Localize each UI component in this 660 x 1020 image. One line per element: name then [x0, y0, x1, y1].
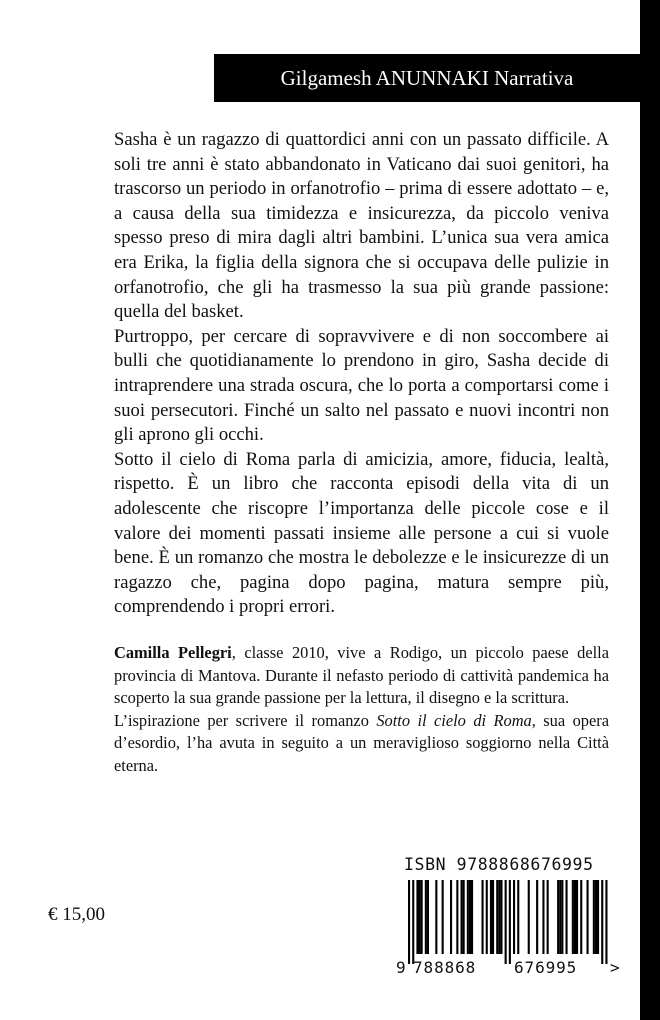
- barcode-bar: [425, 880, 427, 954]
- synopsis-paragraph: Sotto il cielo di Roma parla di amicizia, amore, fiducia, lealtà, rispetto. È un libro che racconta episodi della vita di un adolescente che riscopre l’importanza delle piccole cose e il valore dei momenti passati insieme alle persone a cui si vuole bene. È un romanzo che mostra le debolezze e le insicurezze di un ragazzo che, pagina dopo pagina, matura sempre più, comprendendo i propri errori.: [114, 448, 609, 618]
- barcode-bar: [542, 880, 544, 954]
- barcode-bar: [442, 880, 444, 954]
- barcode-bar: [467, 880, 469, 954]
- author-inspiration-paragraph: [114, 710, 609, 778]
- series-label: Gilgamesh ANUNNAKI Narrativa: [280, 66, 574, 90]
- barcode-guard-bar: [412, 880, 414, 964]
- barcode-bar: [450, 880, 452, 954]
- barcode-bar: [469, 880, 471, 954]
- barcode-guard-bar: [605, 880, 607, 964]
- barcode-bar: [421, 880, 423, 954]
- barcode-bar: [513, 880, 515, 954]
- isbn-label: ISBN 9788868676995: [404, 855, 594, 874]
- barcode-bar: [597, 880, 599, 954]
- barcode-left-digits: 788868: [413, 958, 477, 977]
- barcode-bar: [528, 880, 530, 954]
- author-name: Camilla Pellegri: [114, 643, 232, 662]
- author-bio-paragraph: [114, 642, 609, 710]
- isbn-barcode-block: [396, 850, 626, 990]
- barcode-bar: [498, 880, 500, 954]
- barcode-first-digit: 9: [396, 958, 406, 977]
- barcode-arrow: >: [610, 958, 620, 977]
- barcode-bar: [576, 880, 578, 954]
- barcode-bar: [574, 880, 576, 954]
- barcode-bar: [463, 880, 465, 954]
- barcode-guard-bar: [408, 880, 410, 964]
- book-spine-edge: [640, 0, 660, 1020]
- barcode-bar: [536, 880, 538, 954]
- series-banner: [214, 54, 640, 102]
- barcode-bar: [572, 880, 574, 954]
- barcode-guard-bar: [601, 880, 603, 964]
- inspiration-text-end: , sua opera d’esordio, l’ha avuta in seguito a un meraviglioso soggiorno nella Città eterna.: [114, 710, 609, 775]
- barcode-bar: [471, 880, 473, 954]
- barcode-bar: [580, 880, 582, 954]
- barcode-bar: [593, 880, 595, 954]
- barcode-bar: [500, 880, 502, 954]
- author-bio: [114, 642, 609, 777]
- barcode-bar: [557, 880, 559, 954]
- book-title: Sotto il cielo di Roma: [376, 710, 532, 730]
- barcode-right-digits: 676995: [514, 958, 578, 977]
- synopsis-text: [114, 128, 609, 620]
- barcode-guard-bar: [509, 880, 511, 964]
- barcode-bar: [456, 880, 458, 954]
- barcode-bar: [461, 880, 463, 954]
- barcode-bar: [416, 880, 418, 954]
- author-bio-text: , classe 2010, vive a Rodigo, un piccolo paese della provincia di Mantova. Durante il nefasto periodo di cattività pandemica ha scoperto la sua grande passione per la lettura, il disegno e la scrittura.: [114, 643, 609, 707]
- barcode-bar: [490, 880, 492, 954]
- barcode-bar: [427, 880, 429, 954]
- inspiration-text: L’ispirazione per scrivere il romanzo: [114, 710, 377, 730]
- barcode-bar: [517, 880, 519, 954]
- barcode-bar: [486, 880, 488, 954]
- barcode-bar: [561, 880, 563, 954]
- barcode-bar: [435, 880, 437, 954]
- price-label: € 15,00: [48, 904, 105, 925]
- barcode-bar: [492, 880, 494, 954]
- barcode-bar: [595, 880, 597, 954]
- barcode-guard-bar: [505, 880, 507, 964]
- barcode-bar: [547, 880, 549, 954]
- barcode-bar: [419, 880, 421, 954]
- barcode-bar: [587, 880, 589, 954]
- barcode-bar: [559, 880, 561, 954]
- synopsis-paragraph: Sasha è un ragazzo di quattordici anni con un passato difficile. A soli tre anni è stato abbandonato in Vaticano dai suoi genitori, ha trascorso un periodo in orfanotrofio – prima di essere adottato – e, a causa della sua timidezza e insicurezza, da piccolo veniva spesso preso di mira dagli altri bambini. L’unica sua vera amica era Erika, la figlia della signora che si occupava delle pulizie in orfanotrofio, che gli ha trasmesso la sua più grande passione: quella del basket.: [114, 129, 609, 323]
- barcode-bar: [482, 880, 484, 954]
- barcode-bar: [496, 880, 498, 954]
- synopsis-paragraph: Purtroppo, per cercare di sopravvivere e di non soccombere ai bulli che quotidianamente lo prendono in giro, Sasha decide di intraprendere una strada oscura, che lo porta a comportarsi come i suoi persecutori. Finché un salto nel passato e nuovi incontri non gli aprono gli occhi.: [114, 325, 609, 446]
- barcode-bar: [566, 880, 568, 954]
